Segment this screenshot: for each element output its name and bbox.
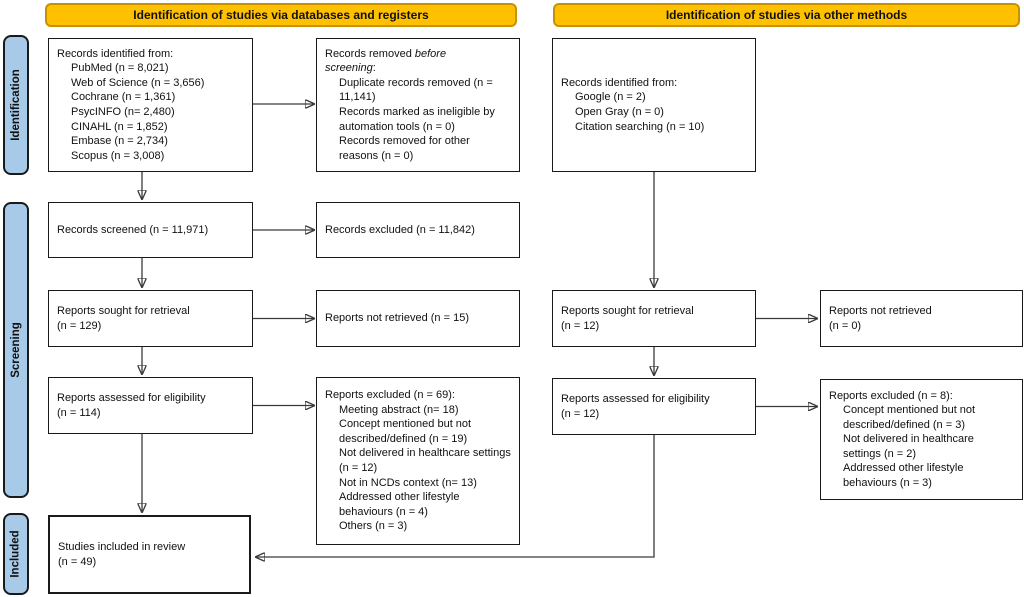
stage-label-included: Included [10,530,22,578]
box-reports-excluded-databases [316,377,520,545]
box-line: Reports assessed for eligibility [57,391,206,404]
box-records-identified-databases [48,38,253,172]
box-line: Reports sought for retrieval [561,304,694,317]
box-line: (n = 49) [58,555,97,568]
box-head: Reports excluded (n = 69): [325,389,455,402]
box-reports-sought-databases [48,290,253,347]
box-reports-not-retrieved-databases [316,290,520,347]
header-other-methods [553,3,1020,27]
box-records-removed-before-screening [316,38,520,172]
box-studies-included-in-review [48,515,251,594]
box-line: (n = 12) [561,319,600,332]
box-sub-item: Meeting abstract (n= 18) [339,403,459,416]
box-line: Records excluded (n = 11,842) [325,223,475,236]
box-sub-item: Cochrane (n = 1,361) [71,91,176,104]
box-sub-item: Embase (n = 2,734) [71,135,168,148]
box-head: Records identified from: [561,76,678,89]
box-sub-item: CINAHL (n = 1,852) [71,120,168,133]
box-sub-item: Records marked as ineligible by automation tools (n = 0) [339,106,495,133]
box-line: (n = 114) [57,406,101,419]
box-sub-item: Not delivered in healthcare settings (n = 2) [843,433,974,460]
box-sub-item: Not delivered in healthcare settings (n = 12) [339,447,511,474]
box-sub-item: Addressed other lifestyle behaviours (n = 3) [843,462,964,489]
box-records-excluded [316,202,520,258]
box-sub-item: Records removed for other reasons (n = 0) [339,135,470,162]
box-reports-excluded-other-methods [820,379,1023,500]
box-sub-item: PsycINFO (n= 2,480) [71,106,175,118]
header-other-label: Identification of studies via other methods [665,8,908,22]
box-reports-assessed-other-methods [552,378,756,435]
box-reports-not-retrieved-other-methods [820,290,1023,347]
stage-label-screening: Screening [10,322,23,378]
box-sub-item: Others (n = 3) [339,520,408,533]
box-sub-item: Concept mentioned but not described/defined (n = 3) [843,404,976,431]
box-sub-item: Addressed other lifestyle behaviours (n = 4) [339,491,460,518]
box-reports-assessed-databases [48,377,253,434]
stage-bar-included [3,513,29,595]
box-line: (n = 12) [561,407,600,420]
box-sub-item: Duplicate records removed (n = 11,141) [339,76,493,104]
box-head: Records removed before [325,47,447,60]
box-line: Reports sought for retrieval [57,304,190,317]
box-head: Reports excluded (n = 8): [829,389,953,402]
stage-label-identification: Identification [10,69,22,141]
box-line: Studies included in review [58,540,186,553]
box-head: screening: [325,62,376,75]
box-sub-item: Not in NCDs context (n= 13) [339,476,477,489]
box-line: (n = 0) [829,319,862,332]
header-databases-label: Identification of studies via databases and registers [133,8,429,22]
box-line: Reports not retrieved [829,304,932,317]
box-sub-item: Open Gray (n = 0) [575,106,664,118]
box-line: Reports not retrieved (n = 15) [325,312,469,325]
box-reports-sought-other-methods [552,290,756,347]
box-sub-item: Web of Science (n = 3,656) [71,76,205,89]
box-sub-item: Concept mentioned but not described/defined (n = 19) [339,418,472,445]
header-databases-registers [45,3,517,27]
box-records-screened [48,202,253,258]
box-line: (n = 129) [57,319,102,332]
box-line: Reports assessed for eligibility [561,392,710,405]
box-head: Records identified from: [57,47,174,60]
box-line: Records screened (n = 11,971) [57,223,209,236]
stage-bar-screening [3,202,29,498]
box-records-identified-other-methods [552,38,756,172]
box-sub-item: Citation searching (n = 10) [575,120,705,133]
box-sub-item: PubMed (n = 8,021) [71,62,169,75]
stage-bar-identification [3,35,29,175]
box-sub-item: Google (n = 2) [575,91,646,104]
box-sub-item: Scopus (n = 3,008) [71,149,165,162]
